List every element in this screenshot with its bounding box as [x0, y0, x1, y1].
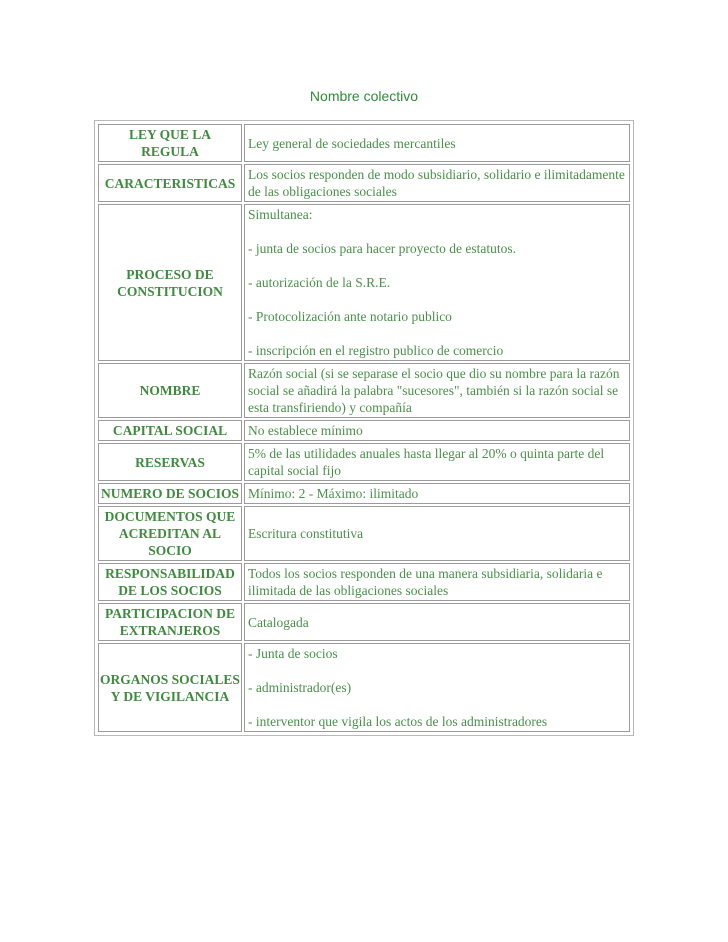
row-value-paragraph: 5% de las utilidades anuales hasta llegar al 20% o quinta parte del capital social fijo — [248, 446, 605, 478]
row-label: LEY QUE LA REGULA — [98, 124, 242, 162]
document-table-container — [94, 120, 634, 736]
row-value — [244, 643, 630, 732]
table-row — [98, 124, 630, 162]
table-row — [98, 363, 630, 418]
row-value — [244, 204, 630, 361]
row-label: CAPITAL SOCIAL — [98, 420, 242, 441]
page-title — [0, 88, 728, 104]
row-value-paragraph: Catalogada — [248, 614, 309, 630]
table-row — [98, 483, 630, 504]
table-row — [98, 204, 630, 361]
table-row — [98, 603, 630, 641]
row-value — [244, 483, 630, 504]
page-title-text: Nombre colectivo — [309, 88, 419, 104]
row-value — [244, 164, 630, 202]
row-value-paragraph: - junta de socios para hacer proyecto de estatutos. — [248, 241, 517, 256]
table-row — [98, 643, 630, 732]
row-value-paragraph: Razón social (si se separase el socio que dio su nombre para la razón social se añadirá la palabra "sucesores", también si la razón social se esta transfiriendo) y compañía — [248, 366, 620, 415]
row-value-paragraph: - interventor que vigila los actos de los administradores — [248, 714, 548, 729]
row-value-paragraph: - Junta de socios — [248, 646, 338, 661]
row-value-paragraph: - inscripción en el registro publico de comercio — [248, 343, 504, 358]
company-type-table — [96, 122, 632, 734]
table-body — [98, 124, 630, 732]
row-value-paragraph: - Protocolización ante notario publico — [248, 309, 452, 324]
row-label: NUMERO DE SOCIOS — [98, 483, 242, 504]
row-value — [244, 420, 630, 441]
table-row — [98, 443, 630, 481]
row-value-paragraph: Escritura constitutiva — [248, 526, 364, 541]
row-value-paragraph: Ley general de sociedades mercantiles — [248, 135, 456, 151]
row-value — [244, 443, 630, 481]
row-label: RESERVAS — [98, 443, 242, 481]
row-label: ORGANOS SOCIALES Y DE VIGILANCIA — [98, 643, 242, 732]
row-value-paragraph: Mínimo: 2 - Máximo: ilimitado — [248, 486, 419, 501]
row-label: CARACTERISTICAS — [98, 164, 242, 202]
row-label: RESPONSABILIDAD DE LOS SOCIOS — [98, 563, 242, 601]
row-value-paragraph: - administrador(es) — [248, 680, 352, 695]
table-row — [98, 563, 630, 601]
row-value — [244, 124, 630, 162]
table-row — [98, 420, 630, 441]
row-value-paragraph: Simultanea: — [248, 207, 313, 222]
row-value — [244, 563, 630, 601]
table-row — [98, 164, 630, 202]
row-value — [244, 603, 630, 641]
table-row — [98, 506, 630, 561]
row-value-paragraph: Todos los socios responden de una manera subsidiaria, solidaria e ilimitada de las obligaciones sociales — [248, 566, 603, 598]
row-value-paragraph: Los socios responden de modo subsidiario, solidario e ilimitadamente de las obligaciones sociales — [248, 167, 625, 199]
row-label: PROCESO DE CONSTITUCION — [98, 204, 242, 361]
row-label: DOCUMENTOS QUE ACREDITAN AL SOCIO — [98, 506, 242, 561]
row-value — [244, 363, 630, 418]
row-label: NOMBRE — [98, 363, 242, 418]
row-value — [244, 506, 630, 561]
row-value-paragraph: No establece mínimo — [248, 423, 363, 438]
row-label: PARTICIPACION DE EXTRANJEROS — [98, 603, 242, 641]
row-value-paragraph: - autorización de la S.R.E. — [248, 275, 391, 290]
